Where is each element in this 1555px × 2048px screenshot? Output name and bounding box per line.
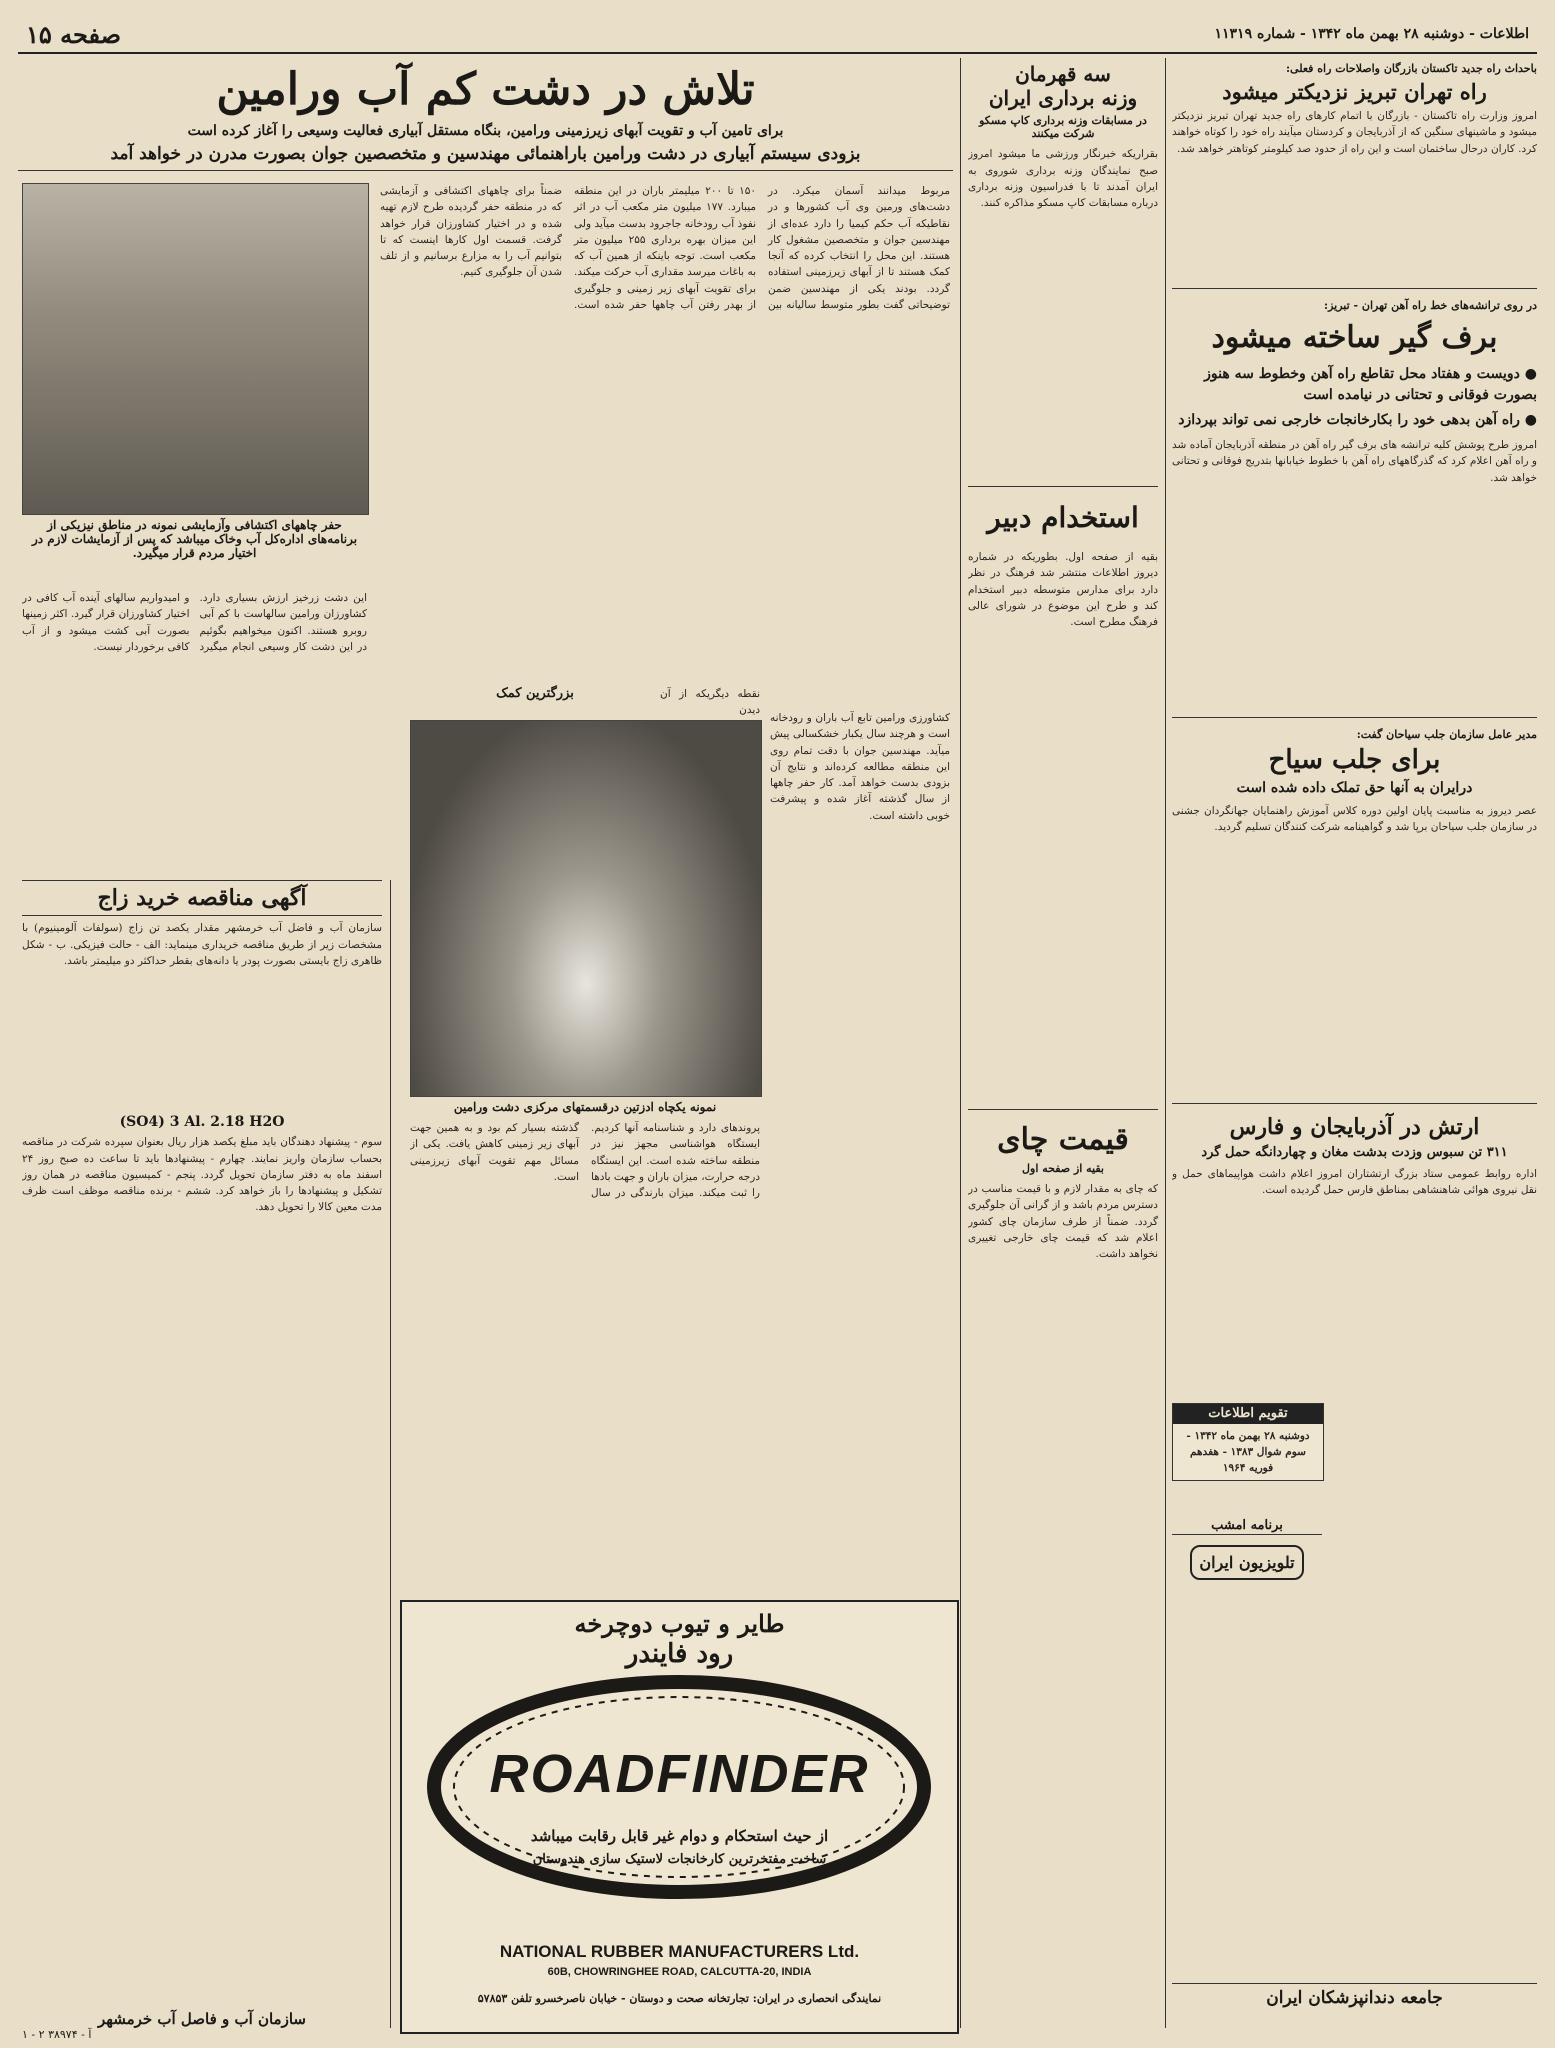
well-photo xyxy=(410,720,762,1097)
roadfinder-ad xyxy=(400,1600,959,2034)
tender-formula: (SO4) 3 Al. 2.18 H2O xyxy=(119,1114,285,1131)
ad-company: NATIONAL RUBBER MANUFACTURERS Ltd. xyxy=(499,1942,860,1961)
tender-body-2: سوم - پیشنهاد دهندگان باید مبلغ یکصد هزار ریال بعنوان سپرده شرکت در مناقصه بحساب سازمان واریز نمایند. چهارم - پیشنهادها باید تا ساعت ده صبح روز ۲۴ اسفند ماه به دفتر سازمان تحویل گردد. پنجم - کمیسیون مناقصه در همان روز تشکیل و پیشنهادها را باز خواهد کرد. ششم - برنده مناقصه موظف است ظرف مدت معین کالا را تحویل دهد. xyxy=(22,1136,382,1214)
ad-maker: ساخت مفتخرترین کارخانجات لاستیک سازی هندوستان xyxy=(532,1852,827,1867)
paper-info: اطلاعات - دوشنبه ۲۸ بهمن ماه ۱۳۴۲ - شماره ۱۱۳۱۹ xyxy=(1214,26,1529,42)
river-subhead: بزرگترین کمک xyxy=(496,686,574,701)
right-column xyxy=(1172,58,1537,2028)
army-body: اداره روابط عمومی ستاد بزرگ ارتشتاران امروز اعلام داشت هواپیماهای حمل و نقل نیروی هوائی شاهنشاهی بمناطق فارس حمل گردیده است. xyxy=(1172,1168,1537,1197)
main-subhead-1: برای تامین آب و تقویت آبهای زیرزمینی ورامین، بنگاه مستقل آبیاری فعالیت وسیعی را آغاز کرده است xyxy=(187,122,784,139)
ad-slogan: از حیث استحکام و دوام غیر قابل رقابت میباشد xyxy=(530,1827,829,1845)
photo1-body: این دشت زرخیز ارزش بسیاری دارد. کشاورزان ورامین سالهاست با کم آبی روبرو هستند. اکنون میخواهیم بگوئیم در این دشت کار وسیعی انجام میگیرد و امیدواریم سالهای آینده آب کافی در اختیار کشاورزان قرار گیرد. اکثر زمینها بصورت آبی کشت میشود و از آب کافی برخوردار نیست. xyxy=(22,592,367,653)
tourism-headline: برای جلب سیاح xyxy=(1268,745,1441,776)
river-line: نقطه دیگریکه از آن دیدن xyxy=(660,688,760,717)
dentists-headline: جامعه دندانپزشکان ایران xyxy=(1172,1983,1537,2008)
tender-signature: سازمان آب و فاصل آب خرمشهر xyxy=(98,2010,306,2029)
tourism-subhead: درایران به آنها حق تملک داده شده است xyxy=(1236,780,1473,797)
tourism-body: عصر دیروز به مناسبت پایان اولین دوره کلاس آموزش راهنمایان جهانگردان جشنی در سازمان جلب سیاحان برپا شد و گواهینامه شرکت کنندگان تسلیم گردید. xyxy=(1172,803,1537,1104)
snow-kicker: در روی ترانشه‌های خط راه آهن تهران - تبریز: xyxy=(1324,299,1537,313)
tourism-kicker: مدیر عامل سازمان جلب سیاحان گفت: xyxy=(1356,728,1537,742)
army-headline: ارتش در آذربایجان و فارس xyxy=(1229,1114,1480,1141)
tv-title: برنامه امشب xyxy=(1172,1518,1322,1535)
tender-body-1: سازمان آب و فاضل آب خرمشهر مقدار یکصد تن زاج (سولفات آلومینیوم) با مشخصات زیر از طریق مناقصه خریداری مینماید: الف - حالت فیزیکی. ب - شکل ظاهری زاج بایستی بصورت پودر یا دانه‌های بقطر حداکثر دو میلیمتر باشد. xyxy=(22,922,382,967)
snow-body: امروز طرح پوشش کلیه ترانشه های برف گیر راه آهن در منطقه آذربایجان آماده شد و راه آهن اعلام کرد که گذرگاههای راه آهن با خطوط خیابانها بتدریج فوقانی و تحتانی خواهد شد. xyxy=(1172,437,1537,718)
roads-headline: راه تهران تبریز نزدیکتر میشود xyxy=(1222,79,1487,104)
snow-bullet-2: ● راه آهن بدهی خود را بکارخانجات خارجی نمی تواند بپردازد xyxy=(1178,412,1537,429)
calendar-box xyxy=(1172,1403,1324,1481)
ad-brand: ROADFINDER xyxy=(489,1744,870,1804)
tv-logo: تلویزیون ایران xyxy=(1190,1545,1304,1580)
ad-persian-brand: رود فایندر xyxy=(625,1638,734,1669)
snow-headline: برف گیر ساخته میشود xyxy=(1211,320,1498,356)
calendar-text: دوشنبه ۲۸ بهمن ماه ۱۳۴۲ - سوم شوال ۱۳۸۳ - هفدهم فوریه ۱۹۶۴ xyxy=(1186,1429,1310,1475)
roads-kicker: باحداث راه جدید تاکستان بازرگان واصلاحات راه فعلی: xyxy=(1285,62,1537,75)
main-body: مربوط میدانند آسمان میکرد. در دشت‌های ورمین وی آب کشورها و در نقاطیکه آب حکم کیمیا را دارد عده‌ای از مهندسین جوان و متخصصین مشغول کار هستند. این محل را انتخاب کرده که آنجا کمک هستند تا از آبهای زیرزمینی استفاده گردد. بودند یکی از مهندسین ضمن توضیحاتی گفت بطور متوسط سالیانه بین ۱۵۰ تا ۲۰۰ میلیمتر باران در این منطقه میبارد. ۱۷۷ میلیون متر مکعب آب در اثر نفوذ آب رودخانه جاجرود بدست میآید ولی این میزان بهره برداری ۲۵۵ میلیون متر مکعب است. توجه باینکه از همین آب که به باغات میرسد مقداری آب حرکت میکند. برای تقویت آبهای زیر زمینی و جلوگیری از بهدر رفتن آب چاهها حفر شده است. ضمناً برای چاههای اکتشافی و آزمایشی که در منطقه حفر گردیده طرح لازم تهیه شده و در اختیار کشاورزان قرار خواهد گرفت. قسمت اول کارها اینست که تا بتوانیم آب را به مزارع برسانیم و از تلف شدن آن جلوگیری کنیم. xyxy=(380,185,950,311)
main-subhead-2: بزودی سیستم آبیاری در دشت ورامین باراهنمائی مهندسین و متخصصین جوان بصورت مدرن در خواهد آمد xyxy=(18,144,953,171)
column-rule xyxy=(960,58,961,2028)
masthead xyxy=(18,18,1537,54)
army-subhead: ۳۱۱ تن سبوس وزدت بدشت مغان و چهاردانگه حمل گرد xyxy=(1201,1144,1508,1160)
drilling-photo xyxy=(22,183,369,515)
snow-bullet-1: ● دویست و هفتاد محل تقاطع راه آهن وخطوط سه هنوز بصورت فوقانی و تحتانی در نیامده است xyxy=(1204,366,1537,404)
tender-notice xyxy=(22,880,382,2041)
tea-headline: قیمت چای xyxy=(997,1121,1129,1157)
page-number: صفحه ۱۵ xyxy=(26,20,122,49)
main-body-bottom: پروندهای دارد و شناسنامه آنها کردیم. ایستگاه هواشناسی مجهز نیز در منطقه ساخته شده است. این ایستگاه درجه حرارت، میزان باران و جهت بادها را ثبت میکند. میزان بارندگی در سال گذشته بسیار کم بود و به همین جهت آبهای زیر زمینی کاهش یافت. یکی از مسائل مهم تقویت آبهای زیرزمینی است. xyxy=(410,1122,760,1200)
column-rule xyxy=(1165,58,1166,2028)
column-rule xyxy=(390,880,391,2028)
weight-subhead: در مسابقات وزنه برداری کاپ مسکو شرکت میکنند xyxy=(979,114,1147,141)
calendar-title: تقویم اطلاعات xyxy=(1173,1404,1323,1424)
main-headline: تلاش در دشت کم آب ورامین xyxy=(216,64,755,115)
ad-address: 60B, CHOWRINGHEE ROAD, CALCUTTA-20, INDIA xyxy=(547,1966,812,1978)
hire-body: بقیه از صفحه اول. بطوریکه در شماره دیروز اطلاعات منتشر شد فرهنگ در نظر دارد برای مدارس متوسطه دبیر استخدام کند و طرح این موضوع در شورای عالی فرهنگ مطرح است. xyxy=(968,549,1158,1110)
hire-headline: استخدام دبیر xyxy=(987,501,1139,535)
tender-ref: آ - ۳۸۹۷۴ ۲ - ۱ xyxy=(22,2028,92,2042)
weight-body: بقراریکه خبرنگار ورزشی ما میشود امروز صبح نمایندگان وزنه برداری شوروی به ایران آمدند تا با فدراسیون وزنه برداری درباره مسابقات کاپ مسکو مذاکره کنند. xyxy=(968,146,1158,487)
photo2-caption: نمونه یکچاه ادزتین درقسمتهای مرکزی دشت ورامین xyxy=(453,1100,717,1114)
tea-subhead: بقیه از صفحه اول xyxy=(1022,1161,1104,1175)
roads-body: امروز وزارت راه تاکستان - بازرگان با اتمام کارهای راه جدید تهران تبریز نزدیکتر میشود و ماشینهای سنگین که از آذربایجان و کردستان میآیند راه خود را کوتاه خواهند کرد. کاران درحال ساختمان است و این راه از حدود صد کیلومتر کوتاهتر خواهد شد. xyxy=(1172,108,1537,289)
ad-agent: نمایندگی انحصاری در ایران: تجارتخانه صحت و دوستان - خیابان ناصرخسرو تلفن ۵۷۸۵۳ xyxy=(477,1992,882,2005)
main-article xyxy=(18,58,953,171)
bullet-text: راه آهن بدهی خود را بکارخانجات خارجی نمی تواند بپردازد xyxy=(1178,412,1520,429)
main-body-right: کشاورزی ورامین تابع آب باران و رودخانه است و هرچند سال یکبار خشکسالی پیش میآید. مهندسین جوان با دقت تمام روی این منطقه مطالعه کرده‌اند و نتایج آن بزودی بدست خواهد آمد. کار حفر چاهها از سال گذشته آغاز شده و پیشرفت خوبی داشته است. xyxy=(770,712,950,822)
weight-headline-1: سه قهرمان xyxy=(1015,62,1111,86)
tv-box xyxy=(1172,1518,1322,1590)
middle-column xyxy=(968,58,1158,2028)
weight-headline-2: وزنه برداری ایران xyxy=(988,86,1138,110)
tender-headline: آگهی مناقصه خرید زاج xyxy=(22,880,382,916)
photo1-caption: حفر چاههای اکتشافی وآزمایشی نمونه در مناطق نیزیکی از برنامه‌های اداره‌کل آب وخاک میباشد که پس از آزمایشات لازم در اختیار مردم قرار میگیرد. xyxy=(31,518,358,560)
tea-body: که چای به مقدار لازم و با قیمت مناسب در دسترس مردم باشد و از گرانی آن جلوگیری گردد. ضمناً از طرف سازمان چای کشور اعلام شد که قیمت چای خارجی تغییری نخواهد داشت. xyxy=(968,1183,1158,1261)
bullet-text: دویست و هفتاد محل تقاطع راه آهن وخطوط سه هنوز بصورت فوقانی و تحتانی در نیامده است xyxy=(1204,366,1537,404)
ad-persian-top: طایر و تیوب دوچرخه xyxy=(574,1609,785,1638)
